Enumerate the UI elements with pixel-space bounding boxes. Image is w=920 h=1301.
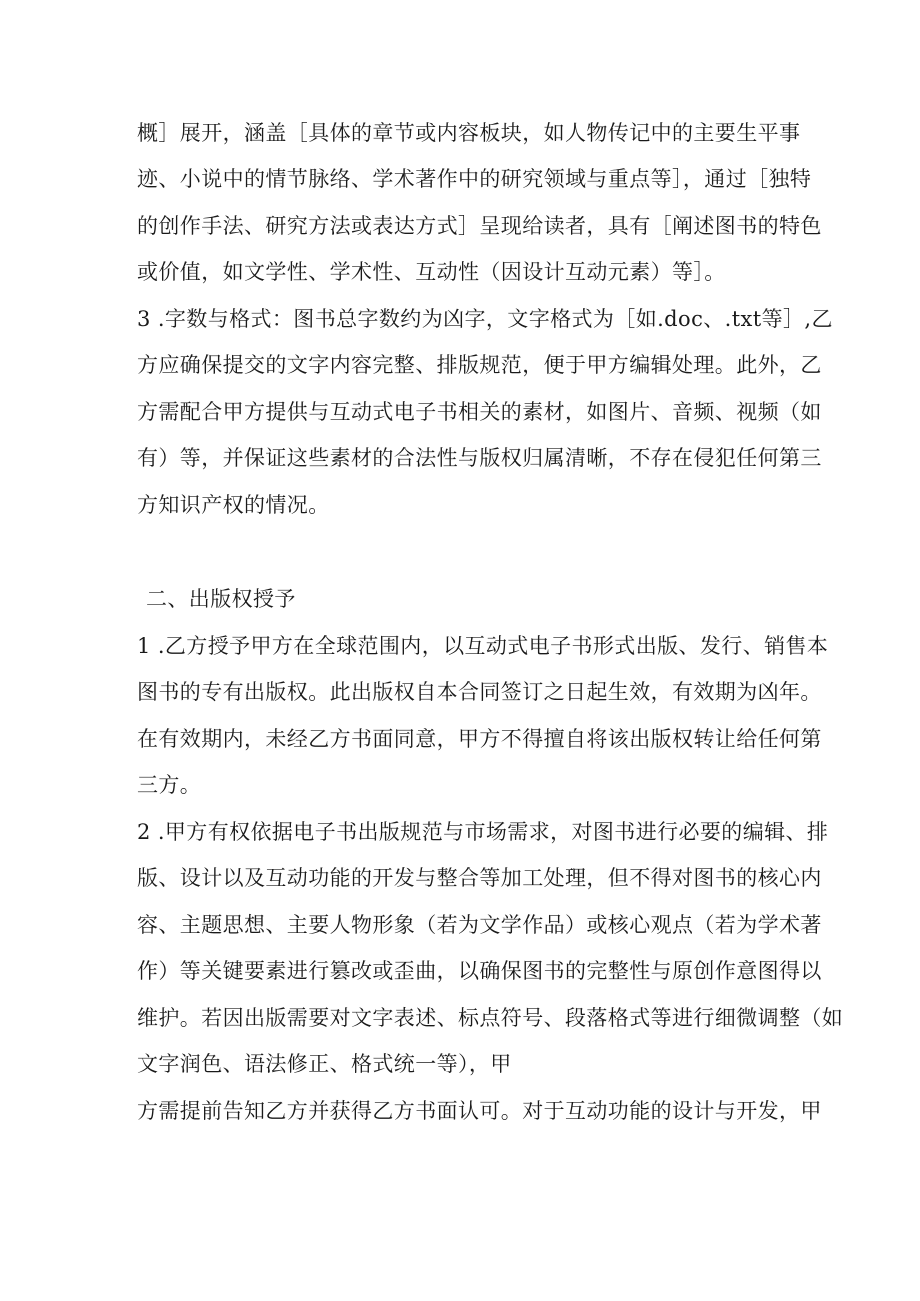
text-line: 文字润色、语法修正、格式统一等），甲 (137, 1052, 512, 1076)
text-line: 方应确保提交的文字内容完整、排版规范，便于甲方编辑处理。此外，乙 (137, 353, 822, 377)
section-heading: 二、出版权授予 (146, 587, 296, 611)
text-line: 方需提前告知乙方并获得乙方书面认可。对于互动功能的设计与开发，甲 (137, 1099, 822, 1123)
text-line: 或价值，如文学性、学术性、互动性（因设计互动元素）等］。 (137, 260, 726, 284)
text-line: 图书的专有出版权。此出版权自本合同签订之日起生效，有效期为凶年。 (137, 680, 822, 704)
text-line: 1 .乙方授予甲方在全球范围内，以互动式电子书形式出版、发行、销售本 (137, 634, 829, 658)
text-line: 概］展开，涵盖［具体的章节或内容板块，如人物传记中的主要生平事 (137, 121, 801, 145)
text-line: 三方。 (137, 773, 202, 797)
text-line: 方需配合甲方提供与互动式电子书相关的素材，如图片、音频、视频（如 (137, 400, 822, 424)
text-line: 方知识产权的情况。 (137, 493, 330, 517)
text-line: 作）等关键要素进行篡改或歪曲，以确保图书的完整性与原创作意图得以 (137, 959, 822, 983)
text-line: 在有效期内，未经乙方书面同意，甲方不得擅自将该出版权转让给任何第 (137, 727, 822, 751)
text-line: 容、主题思想、主要人物形象（若为文学作品）或核心观点（若为学术著 (137, 913, 822, 937)
text-line: 版、设计以及互动功能的开发与整合等加工处理，但不得对图书的核心内 (137, 866, 822, 890)
text-line: 维护。若因出版需要对文字表述、标点符号、段落格式等进行细微调整（如 (137, 1006, 844, 1030)
text-line: 3 .字数与格式：图书总字数约为凶字，文字格式为［如.doc、.txt等］,乙 (137, 307, 833, 331)
text-line: 迹、小说中的情节脉络、学术著作中的研究领域与重点等］，通过［独特 (137, 167, 812, 191)
text-line: 2 .甲方有权依据电子书出版规范与市场需求，对图书进行必要的编辑、排 (137, 820, 829, 844)
text-line: 的创作手法、研究方法或表达方式］呈现给读者，具有［阐述图书的特色 (137, 214, 822, 238)
text-line: 有）等，并保证这些素材的合法性与版权归属清晰，不存在侵犯任何第三 (137, 446, 822, 470)
